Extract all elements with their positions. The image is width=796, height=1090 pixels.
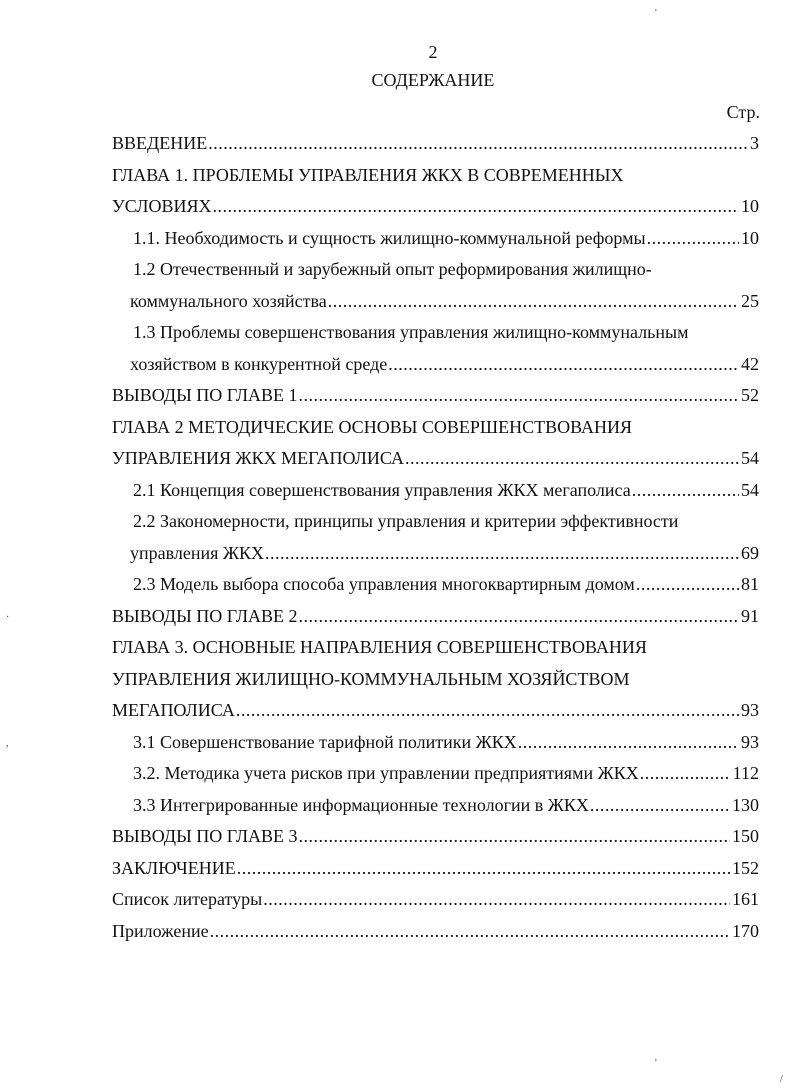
- toc-entry-title: УПРАВЛЕНИЯ ЖКХ МЕГАПОЛИСА: [112, 448, 404, 468]
- leader-dots: [208, 128, 748, 160]
- toc-entry: [112, 916, 759, 948]
- toc-entry-title: 3.2. Методика учета рисков при управлении предприятиями ЖКХ: [133, 763, 639, 783]
- scan-mark: /: [780, 1074, 783, 1085]
- leader-dots: [299, 601, 739, 633]
- leader-dots: [632, 475, 739, 507]
- leader-dots: [299, 821, 730, 853]
- toc-entry: [112, 884, 759, 916]
- leader-dots: [640, 758, 731, 790]
- toc-entry: [112, 727, 759, 759]
- toc-entry-page: 150: [732, 826, 759, 846]
- toc-entry-page: 25: [741, 290, 759, 311]
- toc-entry: [112, 349, 759, 381]
- toc-entry-title: 1.1. Необходимость и сущность жилищно-коммунальной реформы: [133, 227, 646, 248]
- toc-entry: [112, 758, 759, 790]
- scan-mark: ,: [6, 738, 9, 749]
- leader-dots: [210, 916, 730, 948]
- toc-entry-title: 2.2 Закономерности, принципы управления и критерии эффективности: [133, 511, 679, 531]
- toc-entry-title: Приложение: [112, 920, 209, 941]
- toc-entry-page: 54: [741, 479, 759, 500]
- toc-entry: [112, 475, 759, 507]
- leader-dots: [236, 695, 739, 727]
- toc-entry-title: ГЛАВА 3. ОСНОВНЫЕ НАПРАВЛЕНИЯ СОВЕРШЕНСТВОВАНИЯ: [112, 637, 647, 657]
- toc-entry-page: 81: [741, 574, 759, 594]
- toc-entry-title: ВЫВОДЫ ПО ГЛАВЕ 1: [112, 385, 298, 405]
- leader-dots: [213, 191, 739, 223]
- toc-entry-page: 52: [741, 385, 759, 405]
- leader-dots: [405, 443, 739, 475]
- toc-entry-title: 3.1 Совершенствование тарифной политики ЖКХ: [133, 731, 517, 752]
- toc-entry-page: 91: [741, 605, 759, 626]
- leader-dots: [237, 853, 730, 885]
- toc-entry-page: 130: [732, 794, 759, 815]
- toc-entry-title: УСЛОВИЯХ: [112, 196, 212, 216]
- toc-entry: [112, 380, 759, 412]
- leader-dots: [518, 727, 739, 759]
- scan-mark: ': [655, 1058, 657, 1069]
- toc-entry: [112, 443, 759, 475]
- leader-dots: [263, 884, 730, 916]
- toc-entry: [112, 695, 759, 727]
- toc-entry-title: ЗАКЛЮЧЕНИЕ: [112, 857, 236, 878]
- toc-entry-page: 3: [750, 133, 759, 153]
- toc-entry-page: 152: [732, 857, 759, 878]
- scan-mark: ': [655, 8, 657, 19]
- toc-entry-page: 170: [732, 920, 759, 941]
- leader-dots: [636, 569, 739, 601]
- page-title: СОДЕРЖАНИЕ: [371, 70, 495, 90]
- toc-entry: [112, 128, 759, 160]
- page-number: 2: [428, 42, 438, 62]
- toc-entry: [112, 821, 759, 853]
- toc-entry: [112, 601, 759, 633]
- toc-entry-page: 93: [741, 731, 759, 752]
- toc-entry-page: 42: [741, 353, 759, 374]
- toc-entry-title: ВВЕДЕНИЕ: [112, 133, 208, 153]
- toc-entry: [112, 853, 759, 885]
- toc-entry-title: ГЛАВА 1. ПРОБЛЕМЫ УПРАВЛЕНИЯ ЖКХ В СОВРЕМЕННЫХ: [112, 164, 624, 185]
- toc-entry-title: Список литературы: [112, 889, 263, 909]
- toc-entry-title: УПРАВЛЕНИЯ ЖИЛИЩНО-КОММУНАЛЬНЫМ ХОЗЯЙСТВОМ: [112, 668, 630, 689]
- toc-entry-title: 2.3 Модель выбора способа управления многоквартирным домом: [133, 574, 635, 594]
- toc-entry: [112, 790, 759, 822]
- scan-mark: ·: [6, 612, 10, 623]
- toc-entry-title: МЕГАПОЛИСА: [112, 700, 235, 720]
- leader-dots: [265, 538, 739, 570]
- toc-entry: [112, 569, 759, 601]
- toc-entry-title: ВЫВОДЫ ПО ГЛАВЕ 2: [112, 605, 298, 626]
- toc-entry-page: 93: [741, 700, 759, 720]
- toc-entry-page: 10: [741, 196, 759, 216]
- toc-entry-title: хозяйством в конкурентной среде: [130, 353, 388, 374]
- toc-entry-title: ВЫВОДЫ ПО ГЛАВЕ 3: [112, 826, 298, 846]
- leader-dots: [328, 286, 739, 318]
- leader-dots: [590, 790, 730, 822]
- table-of-contents: [112, 128, 759, 947]
- toc-entry: [112, 191, 759, 223]
- toc-entry-title: 3.3 Интегрированные информационные технологии в ЖКХ: [133, 794, 589, 815]
- toc-entry-page: 69: [741, 542, 759, 563]
- page-column-label: Стр.: [726, 102, 760, 122]
- toc-entry: [112, 538, 759, 570]
- leader-dots: [299, 380, 739, 412]
- toc-entry-page: 10: [741, 227, 759, 248]
- toc-entry-title: коммунального хозяйства: [130, 290, 327, 311]
- toc-entry-title: 2.1 Концепция совершенствования управления ЖКХ мегаполиса: [133, 479, 631, 500]
- toc-entry-title: управления ЖКХ: [130, 542, 265, 563]
- toc-entry-title: 1.2 Отечественный и зарубежный опыт реформирования жилищно-: [133, 259, 652, 279]
- toc-entry-page: 112: [732, 763, 759, 783]
- toc-entry-page: 161: [732, 889, 759, 909]
- toc-entry-title: 1.3 Проблемы совершенствования управления жилищно-коммунальным: [133, 322, 689, 342]
- toc-entry-title: ГЛАВА 2 МЕТОДИЧЕСКИЕ ОСНОВЫ СОВЕРШЕНСТВОВАНИЯ: [112, 416, 632, 437]
- toc-entry: [112, 286, 759, 318]
- leader-dots: [388, 349, 739, 381]
- toc-entry: [112, 223, 759, 255]
- leader-dots: [647, 223, 739, 255]
- toc-entry-page: 54: [741, 448, 759, 468]
